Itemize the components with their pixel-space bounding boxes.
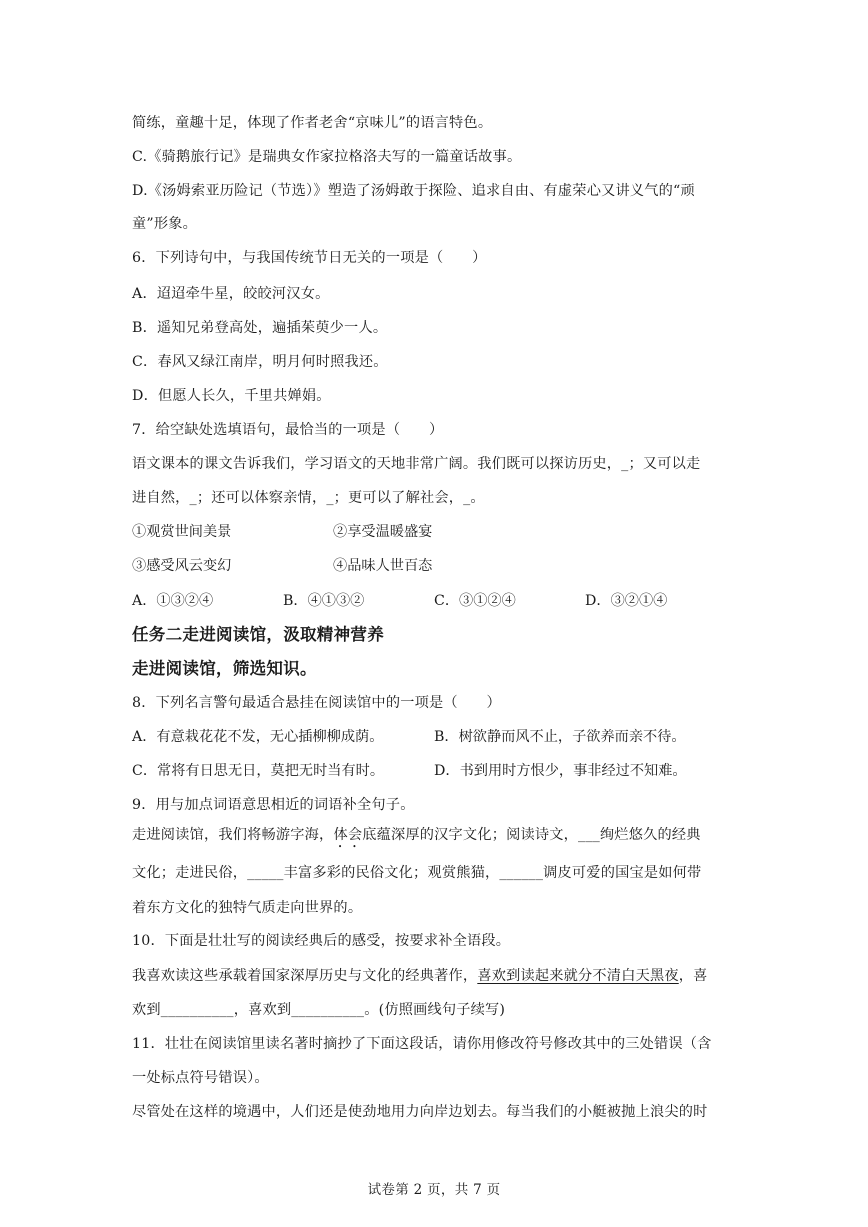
q6-option-a: A．迢迢牵牛星，皎皎河汉女。 [132,286,330,302]
q10-passage-line1 [132,966,708,986]
question-8: 8．下列名言警句最适合悬挂在阅读馆中的一项是（ ） [132,695,501,711]
q9-passage-line2: 文化；走进民俗，_____丰富多彩的民俗文化；观赏熊猫，______调皮可爱的国宝是如何带 [132,865,702,881]
q5-option-d-line1: D.《汤姆索亚历险记（节选）》塑造了汤姆敢于探险、追求自由、有虚荣心又讲义气的“顽 [132,183,695,199]
q10-text-start: 我喜欢读这些承载着国家深厚历史与文化的经典著作， [132,968,478,984]
q7-item-3: ③感受风云变幻 [132,558,232,574]
q5-option-d-line2: 童”形象。 [132,216,198,232]
question-9: 9．用与加点词语意思相近的词语补全句子。 [132,797,415,813]
q7-item-2: ②享受温暖盛宴 [333,524,433,540]
q9-text-start: 走进阅读馆，我们将畅游字海， [132,827,334,843]
q8-option-d: D．书到用时方恨少，事非经过不知难。 [434,763,687,779]
q6-option-c: C．春风又绿江南岸，明月何时照我还。 [132,354,388,370]
task-2-heading: 任务二走进阅读馆，汲取精神营养 [132,625,384,644]
q6-option-d: D．但愿人长久，千里共婵娟。 [132,388,331,404]
q7-item-1: ①观赏世间美景 [132,524,232,540]
q7-option-a: A．①③②④ [132,593,214,609]
q10-text-end: ，喜 [678,968,708,984]
question-6: 6．下列诗句中，与我国传统节日无关的一项是（ ） [132,250,487,266]
q7-passage-line1: 语文课本的课文告诉我们，学习语文的天地非常广阔。我们既可以探访历史，_；又可以走 [132,456,701,472]
q7-passage-line2: 进自然，_；还可以体察亲情，_；更可以了解社会，_。 [132,490,485,506]
q10-underlined-sentence: 喜欢到读起来就分不清白天黑夜 [477,968,679,984]
q9-dotted-word: 体会 [333,827,363,843]
q9-text-end: 底蕴深厚的汉字文化；阅读诗文，___绚烂悠久的经典 [362,827,701,843]
q8-option-b: B．树欲静而风不止，子欲养而亲不待。 [434,729,686,745]
q7-option-d: D．③②①④ [585,593,668,609]
q8-option-a: A．有意栽花花不发，无心插柳柳成荫。 [132,729,384,745]
q8-option-c: C．常将有日思无日，莫把无时当有时。 [132,763,385,779]
q5-option-c: C.《骑鹅旅行记》是瑞典女作家拉格洛夫写的一篇童话故事。 [132,149,522,165]
page-footer: 试卷第 2 页，共 7 页 [367,1182,501,1198]
q7-option-c: C．③①②④ [434,593,516,609]
q7-option-b: B．④①③② [283,593,365,609]
q10-passage-line2: 欢到__________，喜欢到__________。(仿照画线句子续写) [132,1002,506,1018]
q9-passage-line1 [132,825,701,851]
q5-option-b-continuation: 简练，童趣十足，体现了作者老舍“京味儿”的语言特色。 [132,115,493,131]
q11-passage-line1: 尽管处在这样的境遇中，人们还是使劲地用力向岸边划去。每当我们的小艇被抛上浪尖的时 [132,1104,708,1120]
q7-item-4: ④品味人世百态 [333,558,433,574]
question-11-line1: 11．壮壮在阅读馆里读名著时摘抄了下面这段话，请你用修改符号修改其中的三处错误（含 [132,1036,712,1052]
question-7: 7．给空缺处选填语句，最恰当的一项是（ ） [132,422,444,438]
question-10: 10．下面是壮壮写的阅读经典后的感受，按要求补全语段。 [132,933,511,949]
task-2-subheading: 走进阅读馆，筛选知识。 [132,659,317,678]
q9-passage-line3: 着东方文化的独特气质走向世界的。 [132,900,363,916]
q6-option-b: B．遥知兄弟登高处，遍插茱萸少一人。 [132,320,388,336]
question-11-line2: 一处标点符号错误）。 [132,1070,269,1086]
